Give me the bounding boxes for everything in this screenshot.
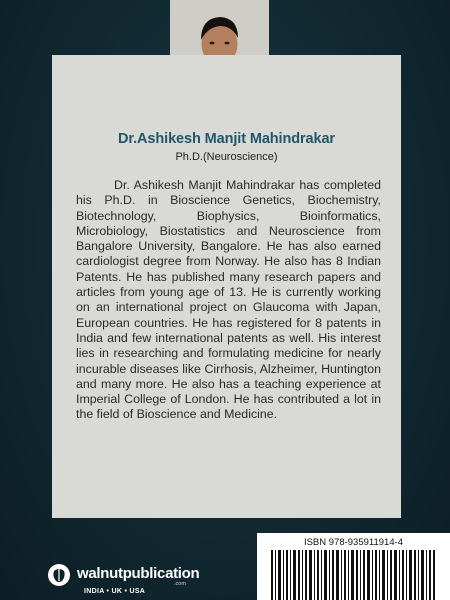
isbn-label: ISBN 978-935911914-4 [303, 537, 404, 548]
barcode-icon [271, 550, 436, 600]
publisher-name: walnutpublication [77, 565, 200, 582]
author-degree: Ph.D.(Neuroscience) [175, 151, 278, 163]
walnut-logo-icon [47, 563, 71, 587]
publisher-domain: .com [174, 581, 186, 587]
author-name: Dr.Ashikesh Manjit Mahindrakar [118, 131, 335, 147]
author-bio: Dr. Ashikesh Manjit Mahindrakar has completed his Ph.D. in Bioscience Genetics, Biochemistry, Biotechnology, Biophysics, Bioinformatics, Microbiology, Biostatistics and Neuroscience from Bangalore University, Bangalore. He has also earned cardiologist degree from Norway. He also has 8 Indian Patents. He has published many research papers and articles from young age of 13. He is currently working on an international project on Glaucoma with Japan, European countries. He has registered for 8 patents in India and few international patents as well. His interest lies in researching and formulating medicine for nearly incurable diseases like Cirrhosis, Alzheimer, Huntington and many more. He also has a teaching experience at Imperial College of London. He has contributed a lot in the field of Bioscience and Medicine. [76, 178, 381, 422]
isbn-barcode [257, 533, 450, 600]
publisher-countries: INDIA • UK • USA [84, 588, 146, 595]
